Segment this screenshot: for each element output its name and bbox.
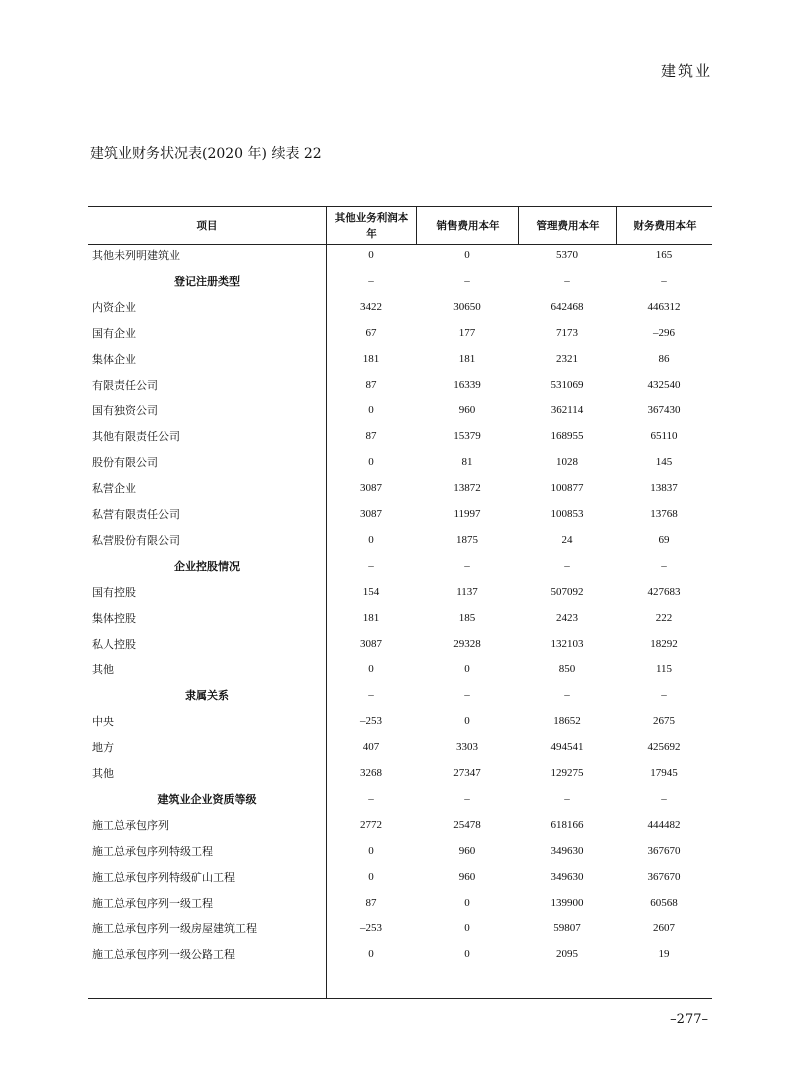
cell-value: –: [564, 689, 570, 702]
section-label: 企业控股情况: [174, 559, 240, 573]
cell-value: 618166: [550, 818, 584, 831]
row-label: 其他未列明建筑业: [92, 249, 180, 262]
cell-value: 0: [368, 533, 374, 546]
cell-value: –: [368, 792, 374, 805]
table-row: [88, 423, 712, 449]
row-label: 施工总承包序列一级房屋建筑工程: [92, 922, 257, 936]
cell-value: 87: [365, 378, 377, 391]
cell-value: –: [464, 274, 470, 287]
cell-value: 2423: [556, 611, 578, 624]
row-label: 其他: [92, 663, 114, 677]
table-row: [88, 760, 712, 786]
row-label: 国有独资公司: [92, 404, 158, 418]
row-label: 私营企业: [92, 482, 136, 496]
table-row: [88, 890, 712, 916]
cell-value: 18292: [650, 637, 678, 650]
cell-value: 367670: [647, 844, 681, 857]
row-label: 国有企业: [92, 326, 136, 340]
cell-value: 3422: [360, 300, 382, 313]
column-header-item: 项目: [196, 219, 218, 232]
cell-value: 960: [458, 844, 476, 857]
table-row: [88, 449, 712, 475]
cell-value: 154: [362, 585, 380, 598]
cell-value: –: [661, 792, 667, 805]
page-number: –277–: [670, 1012, 708, 1027]
section-label: 建筑业企业资质等级: [157, 792, 257, 806]
financial-table: [88, 206, 712, 999]
cell-value: 69: [658, 533, 670, 546]
column-header-admin-expenses: 管理费用本年: [518, 207, 617, 244]
cell-value: 531069: [550, 378, 584, 391]
row-label: 股份有限公司: [92, 456, 158, 470]
cell-value: 30650: [453, 300, 481, 313]
table-row: [88, 864, 712, 890]
cell-value: 3268: [360, 767, 382, 779]
cell-value: –: [464, 792, 470, 805]
cell-value: 2095: [556, 948, 578, 961]
cell-value: 60568: [650, 896, 678, 909]
cell-value: 367430: [647, 404, 681, 417]
cell-value: 0: [368, 948, 374, 961]
cell-value: 3087: [360, 482, 382, 495]
cell-value: 185: [458, 611, 476, 624]
cell-value: 115: [655, 663, 673, 676]
row-label: 集体控股: [92, 611, 136, 625]
row-label: 施工总承包序列: [92, 818, 169, 832]
table-row: [88, 708, 712, 734]
row-label: 私人控股: [92, 637, 136, 651]
table-row: [88, 812, 712, 838]
cell-value: 86: [658, 352, 670, 365]
cell-value: 960: [458, 870, 476, 883]
cell-value: 87: [365, 896, 377, 909]
table-row: [88, 397, 712, 423]
cell-value: 165: [655, 249, 673, 261]
table-row: [88, 294, 712, 320]
cell-value: 145: [655, 456, 673, 469]
cell-value: 446312: [647, 300, 681, 313]
cell-value: 2675: [653, 715, 675, 728]
cell-value: 3087: [360, 508, 382, 520]
cell-value: 367670: [647, 870, 681, 883]
cell-value: 425692: [647, 741, 681, 754]
cell-value: –: [564, 792, 570, 805]
cell-value: 18652: [553, 715, 581, 728]
cell-value: 13837: [650, 482, 678, 495]
cell-value: 0: [464, 249, 470, 261]
cell-value: 494541: [550, 741, 584, 754]
table-row: [88, 320, 712, 346]
section-label: 登记注册类型: [174, 274, 240, 288]
table-row: [88, 346, 712, 372]
cell-value: 850: [558, 663, 576, 676]
cell-value: 0: [368, 249, 374, 261]
cell-value: –: [564, 274, 570, 287]
table-row: [88, 734, 712, 760]
section-label: 隶属关系: [185, 689, 229, 703]
cell-value: –253: [360, 922, 382, 935]
cell-value: 349630: [550, 870, 584, 883]
cell-value: 3087: [360, 637, 382, 650]
row-label: 其他有限责任公司: [92, 430, 180, 444]
cell-value: –: [661, 274, 667, 287]
table-row: [88, 579, 712, 605]
cell-value: 181: [362, 352, 380, 365]
cell-value: –253: [360, 715, 382, 728]
cell-value: 15379: [453, 430, 481, 443]
cell-value: 432540: [647, 378, 681, 391]
section-row: [88, 786, 712, 812]
section-row: [88, 268, 712, 294]
table-row: [88, 501, 712, 527]
cell-value: 129275: [550, 767, 584, 779]
cell-value: 25478: [453, 818, 481, 831]
table-row: [88, 656, 712, 682]
cell-value: –: [564, 559, 570, 572]
row-label: 施工总承包序列特级工程: [92, 844, 213, 858]
table-title: 建筑业财务状况表(2020 年) 续表 22: [90, 146, 322, 162]
row-label: 中央: [92, 715, 114, 729]
cell-value: –: [368, 274, 374, 287]
cell-value: 3303: [456, 741, 478, 754]
cell-value: 27347: [453, 767, 481, 779]
cell-value: 16339: [453, 378, 481, 391]
column-header-selling-expenses: 销售费用本年: [416, 207, 519, 244]
cell-value: 181: [362, 611, 380, 624]
cell-value: 1875: [456, 533, 478, 546]
cell-value: 0: [368, 844, 374, 857]
table-header: [88, 207, 712, 245]
cell-value: 0: [464, 896, 470, 909]
table-row: [88, 941, 712, 967]
row-label: 地方: [92, 741, 114, 755]
cell-value: 2607: [653, 922, 675, 935]
cell-value: 81: [461, 456, 473, 469]
cell-value: 0: [368, 663, 374, 676]
table-row: [88, 631, 712, 657]
row-label: 施工总承包序列一级工程: [92, 896, 213, 910]
cell-value: 960: [458, 404, 476, 417]
column-header-other-business-profit: 其他业务利润本年: [326, 207, 416, 244]
cell-value: 24: [561, 533, 573, 546]
cell-value: –: [464, 689, 470, 702]
cell-value: 181: [458, 352, 476, 365]
running-header: 建筑业: [660, 62, 712, 80]
cell-value: 0: [464, 948, 470, 961]
cell-value: –: [661, 689, 667, 702]
table-row: [88, 242, 712, 268]
row-label: 私营股份有限公司: [92, 533, 180, 547]
cell-value: –296: [653, 326, 675, 339]
table-row: [88, 838, 712, 864]
cell-value: 0: [368, 870, 374, 883]
section-row: [88, 682, 712, 708]
cell-value: 0: [464, 715, 470, 728]
cell-value: 1028: [556, 456, 578, 469]
table-row: [88, 527, 712, 553]
cell-value: 222: [655, 611, 673, 624]
cell-value: 132103: [550, 637, 584, 650]
cell-value: 1137: [456, 585, 478, 598]
cell-value: 65110: [650, 430, 678, 443]
cell-value: 0: [368, 456, 374, 469]
cell-value: 2772: [360, 818, 382, 831]
cell-value: 349630: [550, 844, 584, 857]
cell-value: 427683: [647, 585, 681, 598]
cell-value: 642468: [550, 300, 584, 313]
table-row: [88, 915, 712, 941]
column-header-financial-expenses: 财务费用本年: [616, 207, 713, 244]
cell-value: 507092: [550, 585, 584, 598]
cell-value: 100877: [550, 482, 584, 495]
cell-value: –: [368, 559, 374, 572]
cell-value: 100853: [550, 508, 584, 520]
cell-value: 362114: [550, 404, 584, 417]
cell-value: 0: [368, 404, 374, 417]
row-label: 施工总承包序列特级矿山工程: [92, 870, 235, 884]
row-label: 内资企业: [92, 300, 136, 314]
table-row: [88, 605, 712, 631]
row-label: 集体企业: [92, 352, 136, 366]
row-label: 其他: [92, 767, 114, 780]
cell-value: 177: [458, 326, 476, 339]
cell-value: 19: [658, 948, 670, 961]
cell-value: 11997: [453, 508, 481, 520]
cell-value: 13768: [650, 508, 678, 520]
cell-value: 13872: [453, 482, 481, 495]
row-label: 有限责任公司: [92, 378, 158, 392]
row-label: 施工总承包序列一级公路工程: [92, 948, 235, 962]
cell-value: 87: [365, 430, 377, 443]
cell-value: 29328: [453, 637, 481, 650]
cell-value: –: [464, 559, 470, 572]
cell-value: 67: [365, 326, 377, 339]
cell-value: 139900: [550, 896, 584, 909]
table-row: [88, 475, 712, 501]
row-label: 国有控股: [92, 585, 136, 599]
cell-value: 444482: [647, 818, 681, 831]
cell-value: 407: [362, 741, 380, 754]
table-row: [88, 372, 712, 398]
cell-value: 0: [464, 922, 470, 935]
cell-value: 168955: [550, 430, 584, 443]
cell-value: 2321: [556, 352, 578, 365]
cell-value: 5370: [556, 249, 578, 261]
section-row: [88, 553, 712, 579]
cell-value: –: [661, 559, 667, 572]
row-label: 私营有限责任公司: [92, 508, 180, 521]
cell-value: 0: [464, 663, 470, 676]
cell-value: 59807: [553, 922, 581, 935]
cell-value: 7173: [556, 326, 578, 339]
cell-value: –: [368, 689, 374, 702]
cell-value: 17945: [650, 767, 678, 779]
